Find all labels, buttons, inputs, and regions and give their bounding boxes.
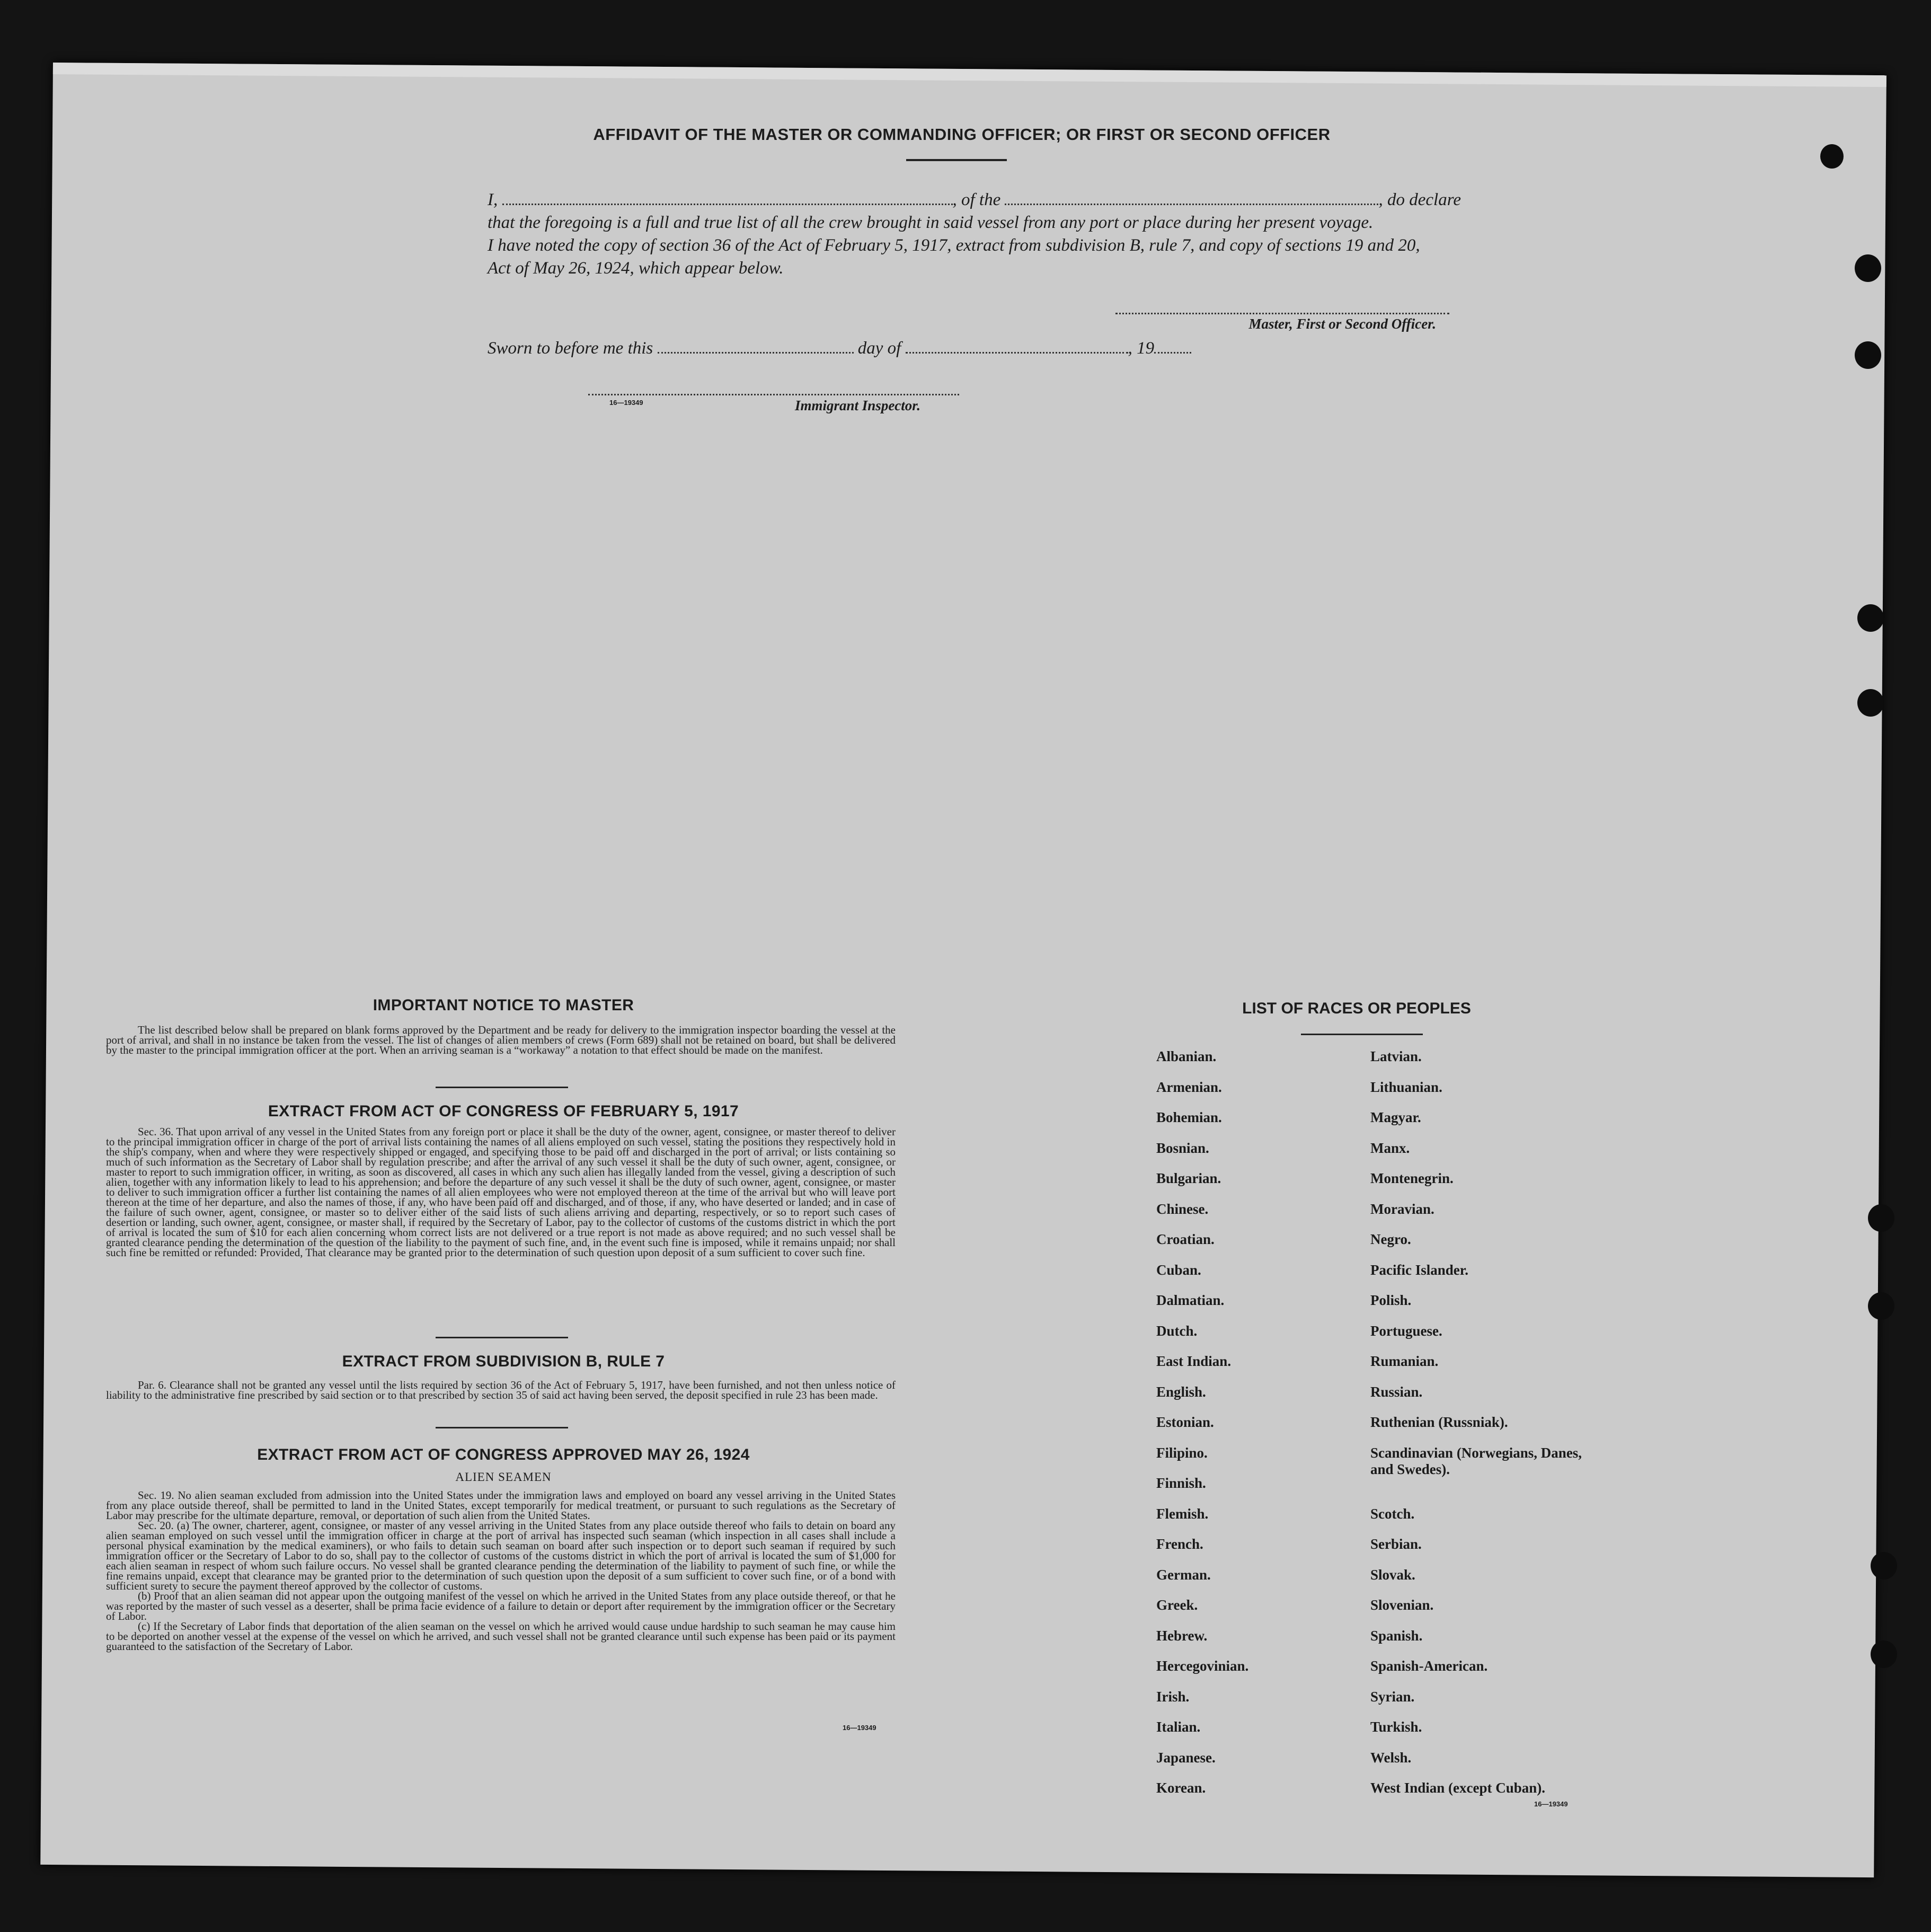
race-item: Scandinavian (Norwegians, Danes, and Swedes). [1370, 1444, 1582, 1477]
divider [436, 1337, 568, 1338]
race-item: Turkish. [1370, 1719, 1422, 1735]
race-item: Montenegrin. [1370, 1170, 1454, 1186]
divider [1301, 1034, 1423, 1035]
race-item: Dalmatian. [1156, 1292, 1225, 1308]
punch-hole [1857, 604, 1884, 632]
race-item: Spanish. [1370, 1627, 1423, 1644]
affidavit-title: AFFIDAVIT OF THE MASTER OR COMMANDING OFFICER; OR FIRST OR SECOND OFFICER [593, 125, 1331, 144]
section-20b-paragraph: (b) Proof that an alien seaman did not appear upon the outgoing manifest of the vessel on which he arrived in the United States from any place outside thereof, or that he was reported by the master of such vessel as a deserter, shall be prima facie evidence of a failure to detain or deport after requirement by the immigration officer or the Secretary of Labor. [106, 1590, 896, 1622]
divider [906, 159, 1007, 161]
year-blank[interactable] [1154, 337, 1191, 354]
race-item: Croatian. [1156, 1231, 1215, 1247]
race-item: Portuguese. [1370, 1322, 1442, 1339]
race-item: English. [1156, 1383, 1206, 1400]
race-item: Lithuanian. [1370, 1079, 1442, 1095]
race-item: Flemish. [1156, 1505, 1209, 1522]
punch-hole [1868, 1292, 1894, 1320]
race-item: Moravian. [1370, 1201, 1434, 1217]
race-item: Manx. [1370, 1140, 1410, 1156]
race-item: Albanian. [1156, 1048, 1217, 1064]
punch-hole [1855, 341, 1881, 369]
race-item: Japanese. [1156, 1749, 1216, 1766]
race-item: Spanish-American. [1370, 1658, 1488, 1674]
race-item: Irish. [1156, 1688, 1190, 1705]
month-blank[interactable] [906, 337, 1128, 354]
race-item: Finnish. [1156, 1475, 1206, 1491]
affidavit-line-1 [488, 189, 1473, 211]
section-36-paragraph: Sec. 36. That upon arrival of any vessel in the United States from any foreign port or place it shall be the duty of the owner, agent, consignee, or master thereof to deliver to the principal immigration officer in charge of the port of arrival lists containing the names of all aliens employed on such vessel, stating the positions they respectively hold in the ship's company, when and where they were respectively shipped or engaged, and specifying those to be paid off and discharged in the port of arrival; or lists containing so much of such information as the Secretary of Labor shall by regulation prescribe; and after the arrival of any such vessel it shall be the duty of such owner, agent, consignee, or master to report to such immigration officer, in writing, as soon as discovered, all cases in which any such alien has illegally landed from the vessel, giving a description of such alien, together with any information likely to lead to his apprehension; and before the departure of any such vessel it shall be the duty of such owner, agent, consignee, or master to deliver to such immigration officer a further list containing the names of all alien employees who were not employed thereon at the time of the arrival but who will leave port thereon at the time of her departure, and also the names of those, if any, who have been paid off and discharged, and of those, if any, who have deserted or landed; and in case of the failure of such owner, agent, consignee, or master so to deliver either of the said lists of such aliens arriving and departing, respectively, or so to report such cases of desertion or landing, such owner, agent, consignee, or master shall, if required by the Secretary of Labor, pay to the collector of customs of the customs district in which the port of arrival is located the sum of $10 for each alien concerning whom correct lists are not delivered or a true report is not made as above required; and no such vessel shall be granted clearance pending the determination of the question of the liability to the payment of such fine, and, in the event such fine is imposed, while it remains unpaid; nor shall such fine be remitted or refunded: Provided, That clearance may be granted prior to the determination of such question upon deposit of a sum sufficient to cover such fine. [106, 1125, 896, 1259]
race-item: Slovak. [1370, 1566, 1415, 1583]
race-item: West Indian (except Cuban). [1370, 1780, 1546, 1796]
section-20a-paragraph: Sec. 20. (a) The owner, charterer, agent, consignee, or master of any vessel arriving in the United States from any place outside thereof who fails to detain on board any alien seaman employed on such vessel until the immigration officer in charge at the port of arrival has inspected such seaman (which inspection in all cases shall include a personal physical examination by the medical examiners), or who fails to detain such seaman on board after such inspection or to deport such seaman if required by such immigration officer or the Secretary of Labor to do so, shall pay to the collector of customs of the customs district in which the port of arrival is located the sum of $1,000 for each alien seaman in respect of whom such failure occurs. No vessel shall be granted clearance pending the determination of the liability to payment of such fine, or while the fine remains unpaid, except that clearance may be granted prior to the determination of such question upon the deposit of a sum sufficient to cover such fine, or of a bond with sufficient surety to secure the payment thereof approved by the collector of customs. [106, 1519, 896, 1592]
punch-hole [1857, 689, 1884, 717]
section-20c-paragraph: (c) If the Secretary of Labor finds that deportation of the alien seaman on the vessel on which he arrived would cause undue hardship to such seaman he may cause him to be deported on another vessel at the expense of the vessel on which he arrived, and such vessel shall not be granted clearance until such expense has been paid or its payment guaranteed to the satisfaction of the Secretary of Labor. [106, 1620, 896, 1653]
sworn-year: , 19 [1128, 339, 1155, 358]
extract-1917-text [106, 1127, 896, 1258]
sworn-day: day of [857, 339, 901, 358]
race-item: Rumanian. [1370, 1353, 1439, 1369]
race-item: Hercegovinian. [1156, 1658, 1249, 1674]
vessel-blank[interactable] [1005, 189, 1378, 205]
race-item: Greek. [1156, 1597, 1198, 1613]
punch-hole [1871, 1640, 1897, 1668]
sworn-line [488, 337, 1229, 358]
affidavit-i: I, [488, 190, 498, 209]
race-item: French. [1156, 1536, 1203, 1552]
form-number: 16—19349 [843, 1724, 876, 1732]
signature-label: Master, First or Second Officer. [1248, 316, 1436, 332]
punch-hole [1871, 1552, 1897, 1580]
affidavit-text [488, 189, 1473, 280]
inspector-signature-line[interactable] [588, 394, 959, 395]
race-item: Chinese. [1156, 1201, 1209, 1217]
affidavit-line-2: that the foregoing is a full and true list of all the crew brought in said vessel from any port or place during her present voyage. [488, 213, 1374, 232]
affidavit-line-4: Act of May 26, 1924, which appear below. [488, 259, 784, 278]
signature-line[interactable] [1115, 313, 1449, 314]
extract-1924-title: EXTRACT FROM ACT OF CONGRESS APPROVED MAY 26, 1924 [257, 1446, 750, 1463]
race-item: Serbian. [1370, 1536, 1422, 1552]
affidavit-line-3: I have noted the copy of section 36 of the Act of February 5, 1917, extract from subdivision B, rule 7, and copy of sections 19 and 20, [488, 236, 1420, 255]
divider [436, 1427, 568, 1428]
race-item: Bosnian. [1156, 1140, 1209, 1156]
race-item: Hebrew. [1156, 1627, 1208, 1644]
race-item: Slovenian. [1370, 1597, 1434, 1613]
race-item: Negro. [1370, 1231, 1411, 1247]
punch-hole [1855, 254, 1881, 282]
name-blank[interactable] [502, 189, 953, 205]
extract-rule-7-title: EXTRACT FROM SUBDIVISION B, RULE 7 [342, 1353, 665, 1370]
punch-hole [1868, 1204, 1894, 1232]
day-blank[interactable] [658, 337, 854, 354]
race-item: Syrian. [1370, 1688, 1415, 1705]
section-19-paragraph: Sec. 19. No alien seaman excluded from admission into the United States under the immigration laws and employed on board any vessel arriving in the United States from any place outside thereof, shall be permitted to land in the United States, except temporarily for medical treatment, or pursuant to such regulations as the Secretary of Labor may prescribe for the ultimate departure, removal, or deportation of such alien from the United States. [106, 1489, 896, 1522]
race-item: Estonian. [1156, 1414, 1214, 1430]
inspector-label: Immigrant Inspector. [795, 398, 921, 413]
alien-seamen-subtitle: ALIEN SEAMEN [455, 1470, 552, 1484]
race-item: Ruthenian (Russniak). [1370, 1414, 1508, 1430]
form-number: 16—19349 [609, 399, 643, 407]
notice-paragraph: The list described below shall be prepared on blank forms approved by the Department and be ready for delivery to the immigration inspector boarding the vessel at the port of arrival, and shall in no instance be taken from the vessel. The list of changes of alien members of crews (Form 689) shall not be retained on board, but shall be delivered by the master to the principal immigration officer at the port. When an arriving seaman is a “workaway” a notation to that effect should be made on the manifest. [106, 1024, 896, 1056]
par-6-paragraph: Par. 6. Clearance shall not be granted any vessel until the lists required by section 36 of the Act of February 5, 1917, have been furnished, and not then unless notice of liability to the administrative fine prescribed by said section or to that prescribed by section 35 of said act having been served, the deposit specified in rule 23 has been made. [106, 1379, 896, 1401]
race-item: Russian. [1370, 1383, 1423, 1400]
extract-1917-title: EXTRACT FROM ACT OF CONGRESS OF FEBRUARY 5, 1917 [268, 1102, 739, 1120]
race-item: Latvian. [1370, 1048, 1422, 1064]
race-item: Pacific Islander. [1370, 1261, 1468, 1278]
race-item: Welsh. [1370, 1749, 1412, 1766]
race-item: Korean. [1156, 1780, 1206, 1796]
punch-hole [1820, 144, 1844, 169]
race-item: Polish. [1370, 1292, 1412, 1308]
affidavit-of: , of the [952, 190, 1001, 209]
race-item: Dutch. [1156, 1322, 1198, 1339]
race-item: Italian. [1156, 1719, 1201, 1735]
races-column-2 [1370, 1048, 1593, 1811]
extract-1924-text [106, 1490, 896, 1652]
notice-text [106, 1025, 896, 1055]
race-item: Magyar. [1370, 1109, 1421, 1125]
race-item: Bohemian. [1156, 1109, 1222, 1125]
races-column-1 [1156, 1048, 1347, 1811]
races-title: LIST OF RACES OR PEOPLES [1242, 1000, 1471, 1017]
notice-title: IMPORTANT NOTICE TO MASTER [373, 996, 634, 1014]
race-item: East Indian. [1156, 1353, 1232, 1369]
race-item: Cuban. [1156, 1261, 1201, 1278]
extract-rule-7-text [106, 1380, 896, 1400]
race-item: Filipino. [1156, 1444, 1208, 1461]
race-item: Scotch. [1370, 1505, 1415, 1522]
divider [436, 1087, 568, 1088]
affidavit-declare: , do declare [1378, 190, 1461, 209]
race-item: Armenian. [1156, 1079, 1222, 1095]
sworn-prefix: Sworn to before me this [488, 339, 653, 358]
race-item: Bulgarian. [1156, 1170, 1221, 1186]
form-number: 16—19349 [1534, 1800, 1568, 1808]
race-item: German. [1156, 1566, 1211, 1583]
